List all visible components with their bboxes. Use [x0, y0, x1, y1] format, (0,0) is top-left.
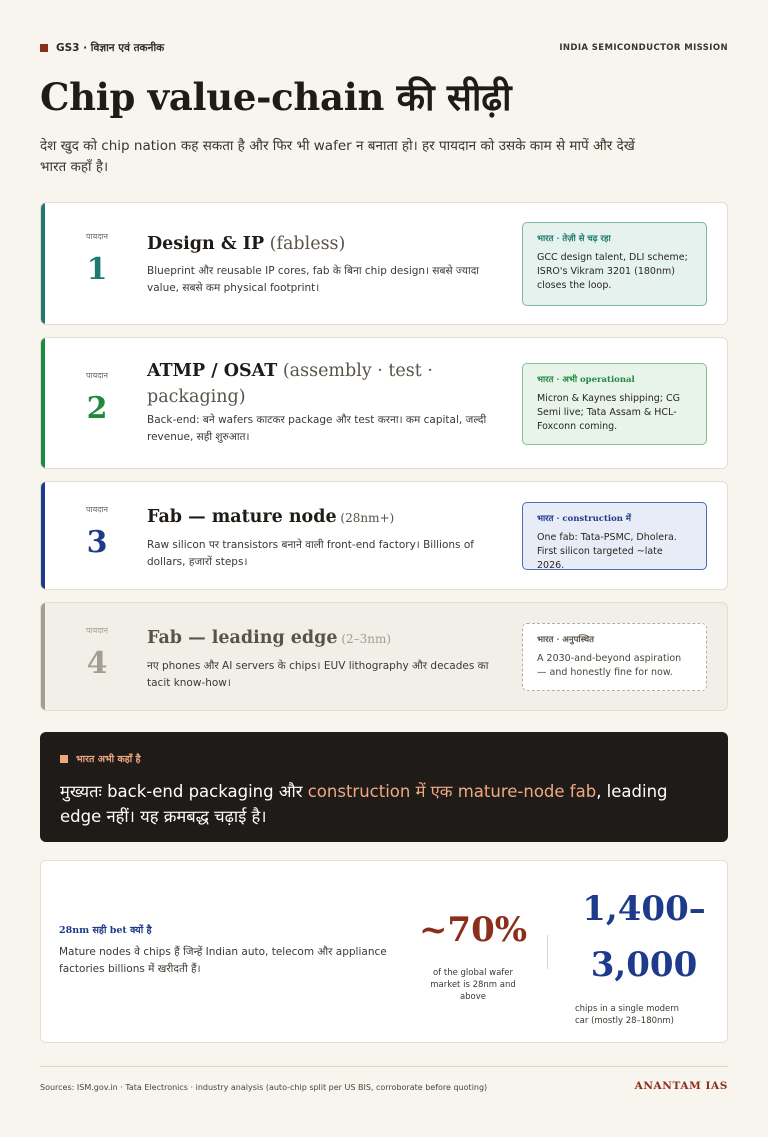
why-heading: 28nm सही bet क्यों है — [59, 925, 152, 936]
callout-highlight: construction में एक mature-node fab — [307, 782, 597, 801]
status-box — [522, 623, 707, 691]
status-heading: भारत · तेज़ी से चढ़ रहा — [537, 234, 611, 244]
status-box — [522, 363, 707, 445]
tier-accent-bar — [41, 603, 45, 710]
status-text: One fab: Tata-PSMC, Dholera. First silicon targeted ~late 2026. — [537, 532, 677, 571]
tier-qualifier: (28nm+) — [336, 511, 395, 525]
status-heading: भारत · अभी operational — [537, 375, 635, 385]
tier-qualifier: (assembly · test · packaging) — [147, 361, 433, 407]
tier-body — [147, 504, 499, 571]
status-text: A 2030-and-beyond aspiration — and honestly fine for now. — [537, 653, 682, 678]
status-heading: भारत · अनुपस्थित — [537, 635, 595, 645]
rung-number: 4 — [86, 646, 108, 681]
chips-per-car-stat — [569, 881, 719, 1027]
callout-heading — [60, 752, 708, 765]
rung-label: पायदान — [85, 505, 109, 514]
callout-square-icon — [60, 755, 68, 763]
stat-value: ~70% — [418, 910, 528, 950]
rung-marker — [69, 625, 125, 681]
kicker-label: GS3 · विज्ञान एवं तकनीक — [56, 42, 165, 54]
stat-caption: chips in a single modern car (mostly 28–180nm) — [575, 1004, 680, 1026]
stat-caption: of the global wafer market is 28nm and above — [430, 968, 516, 1002]
rung-label: पायदान — [85, 371, 109, 380]
callout-text — [60, 779, 700, 829]
tier-description: नए phones और AI servers के chips। EUV lithography और decades का tacit know-how। — [147, 660, 489, 689]
tier-description: Back-end: बने wafers काटकर package और test करना। कम capital, जल्दी revenue, सही शुरुआत। — [147, 414, 487, 443]
status-box — [522, 222, 707, 306]
rung-number: 2 — [86, 391, 108, 426]
tier-description: Blueprint और reusable IP cores, fab के बिना chip design। सबसे ज्यादा value, सबसे कम physical footprint। — [147, 265, 480, 294]
intro-text: देश खुद को chip nation कह सकता है और फिर भी wafer न बनाता हो। हर पायदान को उसके काम से मापें और देखें भारत कहाँ है। — [40, 138, 635, 175]
header-bar — [40, 40, 728, 56]
stats-card — [40, 860, 728, 1043]
why-block — [59, 923, 399, 978]
rung-marker — [69, 504, 125, 560]
tier-qualifier: (2–3nm) — [337, 632, 392, 646]
brand-logo: ANANTAM IAS — [634, 1080, 728, 1092]
why-text: Mature nodes वे chips हैं जिन्हें Indian auto, telecom और appliance factories billions में खरीदती हैं। — [59, 946, 387, 975]
stat-divider — [547, 935, 548, 969]
tier-card-1 — [40, 202, 728, 325]
wafer-market-stat — [413, 905, 533, 1003]
tier-body — [147, 358, 507, 446]
tier-name: Fab — mature node — [147, 507, 337, 527]
rung-marker — [69, 370, 125, 426]
mission-label: INDIA SEMICONDUCTOR MISSION — [559, 43, 728, 53]
tier-card-4 — [40, 602, 728, 711]
tier-heading — [147, 358, 507, 410]
rung-label: पायदान — [85, 626, 109, 635]
tier-body — [147, 625, 499, 692]
rung-marker — [69, 231, 125, 287]
summary-callout — [40, 732, 728, 842]
tier-name: ATMP / OSAT — [147, 361, 278, 381]
tier-card-2 — [40, 337, 728, 469]
tier-accent-bar — [41, 338, 45, 468]
tier-name: Fab — leading edge — [147, 628, 338, 648]
stat-value: 1,400–3,000 — [582, 889, 706, 985]
tier-heading — [147, 231, 499, 257]
tier-card-3 — [40, 481, 728, 590]
rung-label: पायदान — [85, 232, 109, 241]
status-text: Micron & Kaynes shipping; CG Semi live; Tata Assam & HCL-Foxconn coming. — [537, 393, 680, 432]
status-box — [522, 502, 707, 570]
section-kicker — [40, 41, 164, 55]
tier-accent-bar — [41, 482, 45, 589]
sources-text: Sources: ISM.gov.in · Tata Electronics · industry analysis (auto-chip split per US BIS, corroborate before quoting) — [40, 1083, 488, 1092]
status-text: GCC design talent, DLI scheme; ISRO's Vikram 3201 (180nm) closes the loop. — [537, 252, 688, 291]
rung-number: 1 — [86, 252, 108, 287]
rung-number: 3 — [86, 525, 108, 560]
tier-body — [147, 231, 499, 297]
kicker-square-icon — [40, 44, 48, 52]
footer-divider — [40, 1066, 728, 1067]
tier-description: Raw silicon पर transistors बनाने वाली front-end factory। Billions of dollars, हजारों steps। — [147, 539, 474, 568]
status-heading: भारत · construction में — [537, 514, 631, 524]
callout-text-start: मुख्यतः back-end packaging और — [60, 782, 308, 801]
page-title: Chip value-chain की सीढ़ी — [40, 75, 512, 119]
tier-accent-bar — [41, 203, 45, 324]
tier-name: Design & IP — [147, 234, 265, 254]
callout-heading-label: भारत अभी कहाँ है — [76, 754, 141, 765]
tier-heading — [147, 625, 499, 652]
tier-heading — [147, 504, 499, 531]
callout-text-end: , leading edge नहीं। यह क्रमबद्ध चढ़ाई है। — [60, 782, 668, 826]
tier-qualifier: (fabless) — [264, 234, 346, 254]
